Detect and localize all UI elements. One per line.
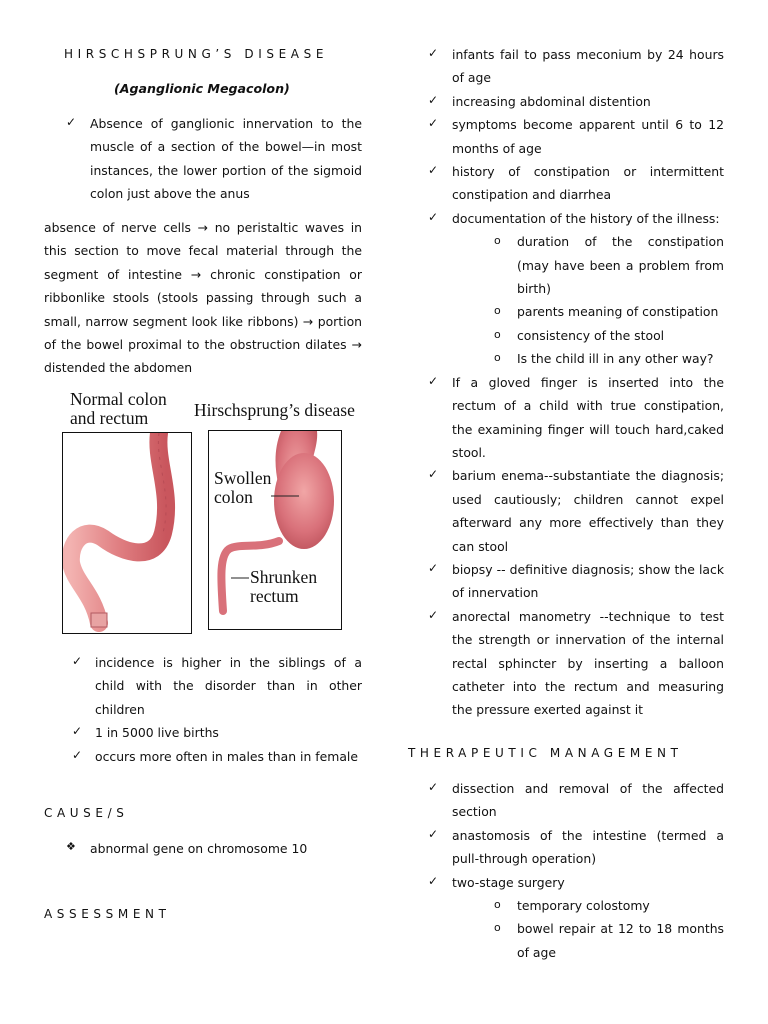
intro-text: Absence of ganglionic innervation to the muscle of a section of the bowel—in most instances, the lower portion of the sigmoid colon just above the anus: [90, 116, 362, 202]
list-item: ✓ biopsy -- definitive diagnosis; show the lack of innervation: [428, 560, 724, 601]
circle-bullet-icon: o: [494, 898, 501, 912]
checkmark-icon: ✓: [428, 826, 439, 841]
checkmark-icon: ✓: [428, 780, 439, 794]
list-item: ✓ anorectal manometry --technique to test the strength or innervation of the internal rectal sphincter by inserting a balloon catheter into the rectum and measuring the pressure exerted against it: [428, 607, 724, 718]
checkmark-icon: ✓: [72, 747, 83, 762]
circle-bullet-icon: o: [494, 234, 501, 248]
checkmark-icon: ✓: [66, 115, 77, 129]
sublist-item: o bowel repair at 12 to 18 months of age: [494, 921, 724, 960]
document-title: HIRSCHSPRUNG’S DISEASE: [64, 47, 329, 61]
intro-list-item: [66, 112, 362, 206]
history-sublist: [494, 230, 724, 370]
checkmark-icon: ✓: [428, 873, 439, 888]
normal-colon-panel: [62, 432, 192, 634]
normal-colon-label: Normal colon and rectum: [70, 389, 167, 428]
list-item: ✓ 1 in 5000 live births: [72, 724, 219, 741]
colon-illustration: [62, 386, 370, 636]
causes-list: ❖ abnormal gene on chromosome 10: [66, 840, 308, 856]
checkmark-icon: ✓: [72, 654, 83, 668]
list-item: ✓ If a gloved finger is inserted into the rectum of a child with true constipation, the examining finger will touch hard,caked stool.: [428, 373, 724, 460]
checkmark-icon: ✓: [428, 92, 439, 107]
checkmark-icon: ✓: [428, 560, 439, 575]
pathophysiology-paragraph: absence of nerve cells → no peristaltic waves in this section to move fecal material through the segment of intestine → chronic constipation or ribbonlike stools (stools passing through such a small, narrow segment look like ribbons) → portion of the bowel proximal to the obstruction dilates → distended the abdomen: [44, 220, 362, 376]
assessment-list: [428, 43, 724, 722]
list-item: ✓ incidence is higher in the siblings of a child with the disorder than in other children: [72, 654, 362, 717]
diamond-bullet-icon: ❖: [66, 840, 76, 853]
checkmark-icon: ✓: [428, 163, 439, 178]
sublist-item: o parents meaning of constipation: [494, 304, 719, 320]
sublist-item: o duration of the constipation (may have been a problem from birth): [494, 234, 724, 297]
list-item: ✓ symptoms become apparent until 6 to 12 months of age: [428, 116, 724, 156]
shrunken-rectum-label: Shrunken rectum: [250, 567, 318, 606]
swollen-colon-label: Swollen colon: [214, 468, 272, 507]
checkmark-icon: ✓: [428, 116, 439, 131]
circle-bullet-icon: o: [494, 327, 501, 341]
list-item: ✓ barium enema--substantiate the diagnosis; used cautiously; children cannot expel afterward any more effectively than they can stool: [428, 467, 724, 554]
normal-colon-drawing: [63, 433, 191, 633]
checkmark-icon: ✓: [428, 607, 439, 622]
hirschsprung-label: Hirschsprung’s disease: [194, 400, 355, 420]
circle-bullet-icon: o: [494, 304, 501, 318]
causes-heading: CAUSE/S: [44, 806, 129, 820]
sublist-item: o temporary colostomy: [494, 898, 650, 914]
list-item: ✓ dissection and removal of the affected section: [428, 780, 724, 820]
circle-bullet-icon: o: [494, 921, 501, 935]
incidence-list: [72, 651, 362, 768]
document-subtitle: (Aganglionic Megacolon): [114, 81, 290, 96]
sublist-item: o consistency of the stool: [494, 327, 665, 343]
checkmark-icon: ✓: [428, 467, 439, 482]
list-item: ✓ history of constipation or intermittent constipation and diarrhea: [428, 163, 724, 203]
assessment-heading: ASSESSMENT: [44, 907, 171, 921]
list-item: ✓ occurs more often in males than in female: [72, 747, 358, 764]
checkmark-icon: ✓: [428, 46, 439, 60]
sublist-item: o Is the child ill in any other way?: [494, 351, 714, 367]
list-item: ✓ two-stage surgery: [428, 873, 565, 890]
therapeutic-heading: THERAPEUTIC MANAGEMENT: [408, 746, 683, 760]
surgery-sublist: [494, 894, 724, 964]
list-item: ✓ anastomosis of the intestine (termed a pull-through operation): [428, 826, 724, 867]
list-item: ✓ documentation of the history of the illness:: [428, 209, 720, 226]
therapeutic-list: [428, 777, 724, 964]
list-item: ✓ increasing abdominal distention: [428, 92, 651, 109]
circle-bullet-icon: o: [494, 351, 501, 365]
checkmark-icon: ✓: [72, 724, 83, 739]
checkmark-icon: ✓: [428, 373, 439, 388]
list-item: ✓ infants fail to pass meconium by 24 hours of age: [428, 46, 724, 86]
checkmark-icon: ✓: [428, 209, 439, 224]
